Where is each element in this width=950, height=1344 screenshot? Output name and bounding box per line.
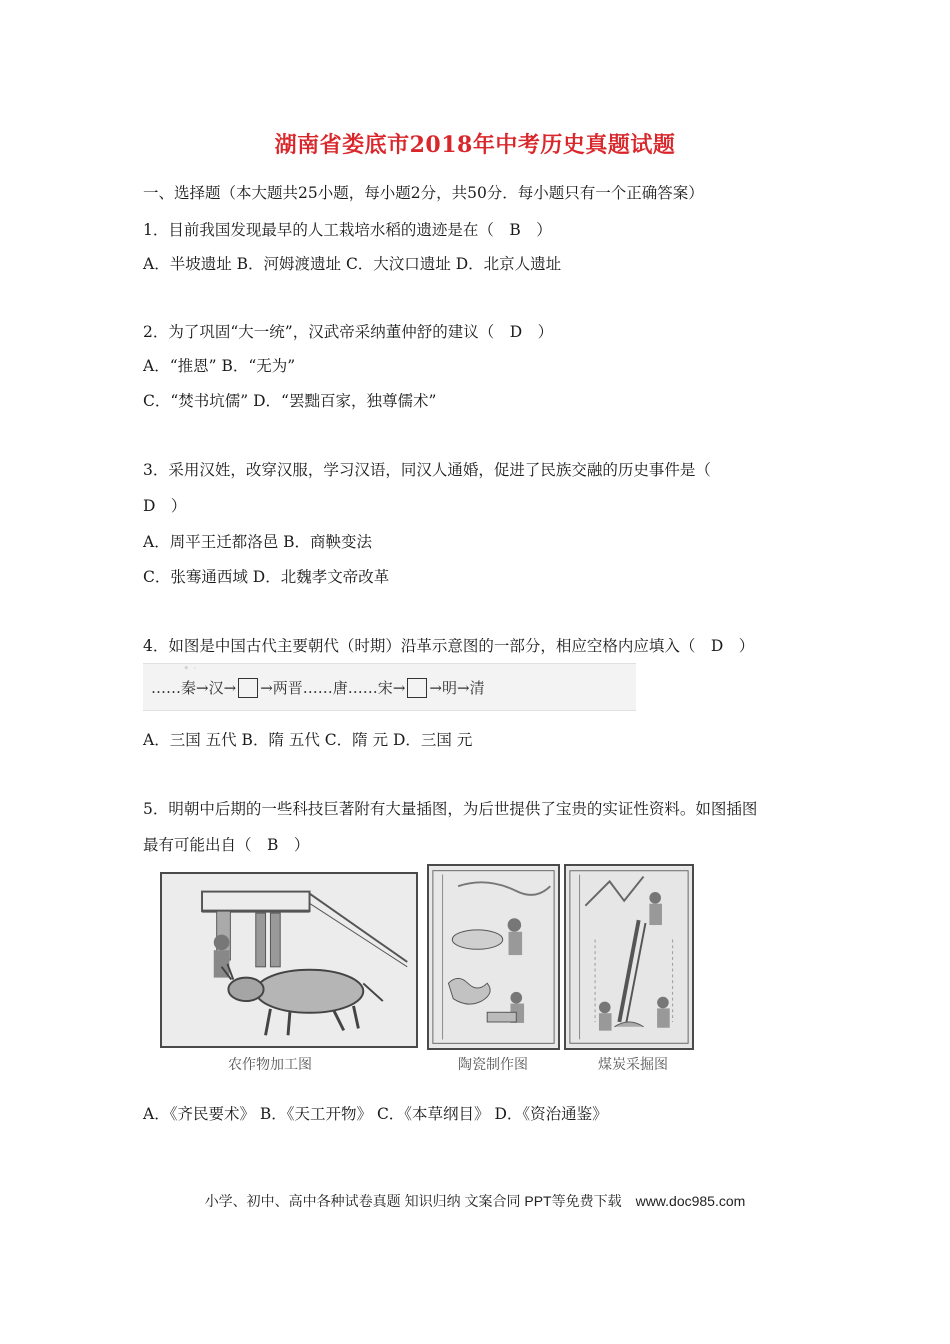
question-2-stem: 2．为了巩固“大一统”，汉武帝采纳董仲舒的建议（ D ）	[143, 323, 554, 341]
question-4-options: A．三国 五代 B．隋 五代 C．隋 元 D．三国 元	[143, 731, 473, 749]
question-3-options-1: A．周平王迁都洛邑 B．商鞅变法	[143, 533, 373, 551]
chain-arrow: →	[456, 678, 470, 697]
figure-crop-processing	[160, 872, 418, 1048]
question-2-options-1: A．“推恩” B．“无为”	[143, 357, 296, 375]
chain-item-qing: 清	[469, 679, 485, 697]
question-1-options: A．半坡遗址 B．河姆渡遗址 C．大汶口遗址 D．北京人遗址	[143, 255, 562, 273]
caption-pottery-making: 陶瓷制作图	[458, 1057, 528, 1073]
chain-arrow: →	[223, 678, 237, 697]
chain-arrow: →	[196, 678, 209, 697]
chain-dots: ……	[347, 678, 378, 697]
coal-mining-illustration	[566, 866, 692, 1048]
question-3-stem-2: D ）	[143, 497, 187, 515]
blank-box-2	[407, 678, 427, 698]
question-5-stem-1: 5．明朝中后期的一些科技巨著附有大量插图，为后世提供了宝贵的实证性资料。如图插图	[143, 800, 758, 818]
chain-item-liangjin: 两晋	[272, 679, 303, 697]
dynasty-chain-figure: • · ……秦 → 汉 → → 两晋 …… 唐 …… 宋 → → 明 → 清	[143, 663, 636, 711]
chain-prefix: ……秦	[151, 679, 197, 697]
crop-processing-illustration	[162, 874, 416, 1046]
figure-coal-mining	[564, 864, 694, 1050]
chain-item-tang: 唐	[332, 679, 348, 697]
pottery-making-illustration	[429, 866, 558, 1048]
chain-item-han: 汉	[208, 679, 224, 697]
chain-dots: ……	[302, 678, 333, 697]
chain-arrow: →	[429, 678, 442, 697]
question-5-options: A．《齐民要术》 B．《天工开物》 C．《本草纲目》 D．《资治通鉴》	[143, 1105, 608, 1123]
caption-crop-processing: 农作物加工图	[228, 1057, 312, 1073]
question-4-stem: 4．如图是中国古代主要朝代（时期）沿革示意图的一部分，相应空格内应填入（ D ）	[143, 637, 755, 655]
blank-box-1	[238, 678, 258, 698]
section-heading: 一、选择题（本大题共25小题，每小题2分，共50分．每小题只有一个正确答案）	[143, 184, 704, 202]
page-title: 湖南省娄底市2018年中考历史真题试题	[274, 132, 676, 158]
caption-coal-mining: 煤炭采掘图	[598, 1057, 668, 1073]
question-3-options-2: C．张骞通西域 D．北魏孝文帝改革	[143, 568, 390, 586]
question-2-options-2: C．“焚书坑儒” D．“罢黜百家，独尊儒术”	[143, 392, 437, 410]
question-3-stem-1: 3．采用汉姓，改穿汉服，学习汉语，同汉人通婚，促进了民族交融的历史事件是（	[143, 461, 711, 479]
chain-item-song: 宋	[377, 679, 393, 697]
figure-pottery-making	[427, 864, 560, 1050]
chain-arrow: →	[392, 678, 406, 697]
chain-item-ming: 明	[441, 679, 457, 697]
question-5-stem-2: 最有可能出自（ B ）	[143, 836, 310, 854]
question-1-stem: 1．目前我国发现最早的人工栽培水稻的遗迹是在（ B ）	[143, 221, 552, 239]
chain-arrow: →	[260, 678, 273, 697]
footer-text: 小学、初中、高中各种试卷真题 知识归纳 文案合同 PPT等免费下载 www.doc985.com	[204, 1193, 746, 1209]
dynasty-chain	[151, 677, 485, 698]
